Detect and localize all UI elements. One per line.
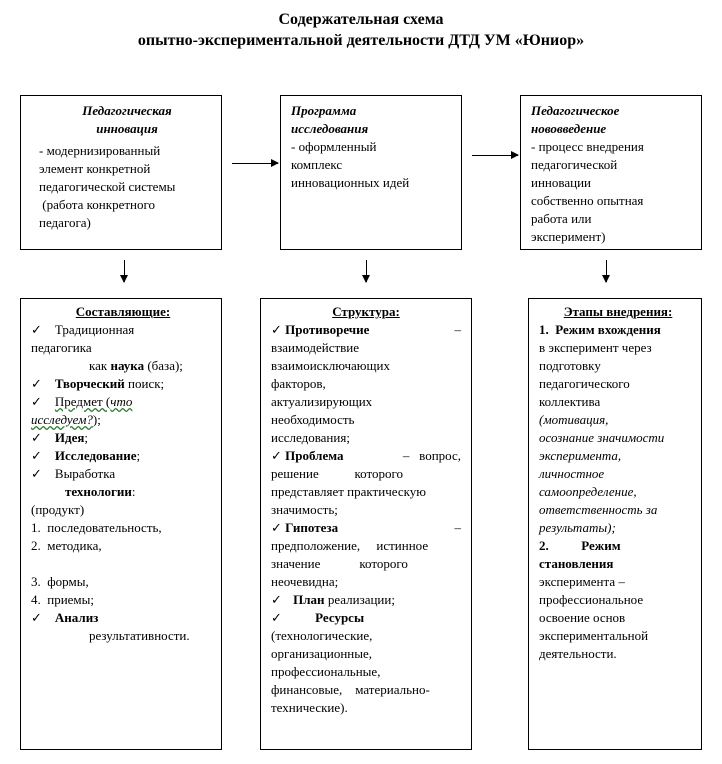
component-bold: технологии	[65, 484, 132, 499]
box1-heading-2: инновация	[96, 121, 158, 136]
stage-title: 1. Режим вхождения	[539, 322, 661, 337]
component-item	[31, 393, 215, 411]
arrow-down-1	[124, 260, 125, 282]
component-text: 4. приемы;	[31, 592, 95, 607]
structure-line	[271, 339, 461, 357]
stage-line	[539, 357, 697, 375]
box2-heading-1: Программа	[291, 103, 357, 118]
check-icon: ✓	[271, 592, 282, 607]
structure-line	[271, 429, 461, 447]
structure-text: неочевидна;	[271, 574, 339, 589]
component-post: ;	[84, 430, 89, 445]
structure-text: представляет практическую	[271, 484, 426, 499]
structure-line	[271, 375, 461, 393]
check-icon: ✓	[31, 448, 42, 463]
component-text: 2. методика,	[31, 538, 102, 553]
structure-text: (технологические,	[271, 628, 373, 643]
stage-title: 2. Режим	[539, 538, 621, 553]
component-item	[31, 609, 215, 627]
arrow-right-1	[232, 163, 278, 164]
check-icon: ✓	[271, 520, 282, 535]
check-icon: ✓	[31, 394, 42, 409]
structure-text: профессиональные,	[271, 664, 381, 679]
stage-line	[539, 411, 697, 429]
structure-text: финансовые, материально-	[271, 682, 430, 697]
stage-italic: (мотивация,	[539, 412, 609, 427]
stage-italic: результаты);	[539, 520, 616, 535]
structure-line	[271, 501, 461, 519]
component-italic: что	[110, 394, 133, 409]
box2-heading-2: исследования	[291, 121, 369, 136]
box-pedagogical-novelty	[520, 95, 702, 250]
component-item	[31, 501, 215, 519]
box3-body-line: инновации	[531, 175, 591, 190]
stage-line	[539, 645, 697, 663]
component-text: результативности.	[89, 628, 190, 643]
box2-body-line: инновационных идей	[291, 175, 410, 190]
component-text: 1. последовательность,	[31, 520, 162, 535]
component-pre: как	[89, 358, 111, 373]
stage-line	[539, 429, 697, 447]
component-item	[31, 429, 215, 447]
component-post: (база);	[144, 358, 183, 373]
structure-text: исследования;	[271, 430, 350, 445]
component-item	[31, 519, 215, 537]
box3-body-line: работа или	[531, 211, 592, 226]
stage-text: подготовку	[539, 358, 601, 373]
structure-line	[271, 393, 461, 411]
component-item	[31, 465, 215, 483]
stage-text: эксперимента –	[539, 574, 625, 589]
stage-text: экспериментальной	[539, 628, 649, 643]
diagram-title-line1: Содержательная схема	[278, 11, 444, 28]
stage-text: освоение основ	[539, 610, 626, 625]
component-item	[31, 591, 215, 609]
structure-term: Проблема	[285, 448, 344, 463]
structure-line	[271, 411, 461, 429]
component-item	[31, 375, 215, 393]
stages-heading: Этапы внедрения:	[563, 304, 673, 319]
structure-line	[271, 483, 461, 501]
component-item	[31, 555, 215, 573]
structure-term: Противоречие	[285, 322, 370, 337]
component-italic: исследуем?	[31, 412, 93, 427]
component-bold: Идея	[54, 430, 85, 445]
box2-body-line: - оформленный	[291, 139, 377, 154]
stage-line	[539, 393, 697, 411]
arrow-down-2	[366, 260, 367, 282]
stage-italic: личностное	[539, 466, 605, 481]
stage-line	[539, 483, 697, 501]
structure-line	[271, 447, 461, 465]
component-item	[31, 357, 215, 375]
box-pedagogical-innovation	[20, 95, 222, 250]
structure-line	[271, 555, 461, 573]
component-bold: Творческий	[54, 376, 125, 391]
stage-line	[539, 627, 697, 645]
check-icon: ✓	[271, 610, 282, 625]
box-components	[20, 298, 222, 750]
stage-line	[539, 573, 697, 591]
box-structure	[260, 298, 472, 750]
structure-line	[271, 681, 461, 699]
component-text: педагогика	[31, 340, 92, 355]
stage-text: в эксперимент через	[539, 340, 652, 355]
stage-line	[539, 375, 697, 393]
structure-line	[271, 321, 461, 339]
component-text: Выработка	[54, 466, 116, 481]
structure-text: взаимодействие	[271, 340, 360, 355]
structure-heading: Структура:	[332, 304, 400, 319]
box1-body-line: педагогической системы	[39, 179, 176, 194]
structure-tail: реализации;	[324, 592, 395, 607]
component-item	[31, 537, 215, 555]
stage-text: профессиональное	[539, 592, 644, 607]
box1-body-line: элемент конкретной	[39, 161, 151, 176]
structure-text: предположение, истинное	[271, 538, 429, 553]
box-research-program	[280, 95, 462, 250]
component-item	[31, 411, 215, 429]
arrow-down-3	[606, 260, 607, 282]
stage-line	[539, 465, 697, 483]
structure-text: технические).	[271, 700, 348, 715]
structure-tail: – вопрос,	[402, 448, 461, 463]
structure-line	[271, 573, 461, 591]
structure-tail: –	[454, 520, 461, 535]
box3-body-line: собственно опытная	[531, 193, 644, 208]
stage-text: деятельности.	[539, 646, 617, 661]
stage-line	[539, 501, 697, 519]
structure-line	[271, 627, 461, 645]
structure-text: значение которого	[271, 556, 408, 571]
component-bold: Исследование	[54, 448, 137, 463]
structure-line	[271, 609, 461, 627]
structure-line	[271, 591, 461, 609]
stage-italic: эксперимента,	[539, 448, 622, 463]
structure-text: необходимость	[271, 412, 355, 427]
structure-tail: –	[454, 322, 461, 337]
structure-term: Ресурсы	[315, 610, 365, 625]
box1-heading-1: Педагогическая	[82, 103, 172, 118]
structure-text: организационные,	[271, 646, 373, 661]
structure-term: Гипотеза	[285, 520, 339, 535]
arrow-right-2	[472, 155, 518, 156]
box3-heading-1: Педагогическое	[531, 103, 620, 118]
components-heading: Составляющие:	[75, 304, 171, 319]
stage-line	[539, 591, 697, 609]
structure-term: План	[293, 592, 325, 607]
stage-italic: ответственность за	[539, 502, 658, 517]
stage-line	[539, 519, 697, 537]
box3-body-line: - процесс внедрения	[531, 139, 644, 154]
component-item	[31, 339, 215, 357]
stage-text: педагогического	[539, 376, 630, 391]
structure-line	[271, 519, 461, 537]
structure-text: значимость;	[271, 502, 338, 517]
stage-line	[539, 537, 697, 555]
box3-body-line: педагогической	[531, 157, 618, 172]
box2-body-line: комплекс	[291, 157, 343, 172]
component-item	[31, 573, 215, 591]
box1-body-line: (работа конкретного	[39, 197, 155, 212]
component-item	[31, 447, 215, 465]
component-item	[31, 321, 215, 339]
component-text: 3. формы,	[31, 574, 89, 589]
component-item	[31, 483, 215, 501]
component-bold: наука	[110, 358, 145, 373]
box3-body-line: эксперимент)	[531, 229, 606, 244]
stage-line	[539, 447, 697, 465]
stage-line	[539, 321, 697, 339]
component-post: поиск;	[124, 376, 165, 391]
check-icon: ✓	[31, 376, 42, 391]
box1-body-line: - модернизированный	[39, 143, 161, 158]
component-item	[31, 627, 215, 645]
structure-line	[271, 537, 461, 555]
stage-text: коллектива	[539, 394, 601, 409]
structure-line	[271, 357, 461, 375]
structure-text: решение которого	[271, 466, 403, 481]
component-post: );	[92, 412, 101, 427]
box3-heading-2: нововведение	[531, 121, 607, 136]
check-icon: ✓	[31, 430, 42, 445]
structure-line	[271, 699, 461, 717]
check-icon: ✓	[31, 466, 42, 481]
structure-text: взаимоисключающих	[271, 358, 390, 373]
component-post: :	[131, 484, 136, 499]
box1-body-line: педагога)	[39, 215, 91, 230]
check-icon: ✓	[271, 448, 282, 463]
stage-line	[539, 339, 697, 357]
component-bold: Анализ	[54, 610, 99, 625]
structure-text: факторов,	[271, 376, 326, 391]
structure-line	[271, 645, 461, 663]
stage-italic: осознание значимости	[539, 430, 665, 445]
structure-line	[271, 663, 461, 681]
component-post: ;	[136, 448, 141, 463]
stage-line	[539, 555, 697, 573]
component-text: Традиционная	[54, 322, 135, 337]
check-icon: ✓	[271, 322, 282, 337]
check-icon: ✓	[31, 322, 42, 337]
box-implementation-stages	[528, 298, 702, 750]
check-icon: ✓	[31, 610, 42, 625]
component-text: (продукт)	[31, 502, 85, 517]
stage-line	[539, 609, 697, 627]
diagram-title-line2: опытно-экспериментальной деятельности ДТД УМ «Юниор»	[137, 32, 585, 49]
stage-italic: самоопределение,	[539, 484, 637, 499]
structure-text: актуализирующих	[271, 394, 373, 409]
component-text: Предмет (	[54, 394, 111, 409]
structure-line	[271, 465, 461, 483]
stage-title: становления	[539, 556, 614, 571]
